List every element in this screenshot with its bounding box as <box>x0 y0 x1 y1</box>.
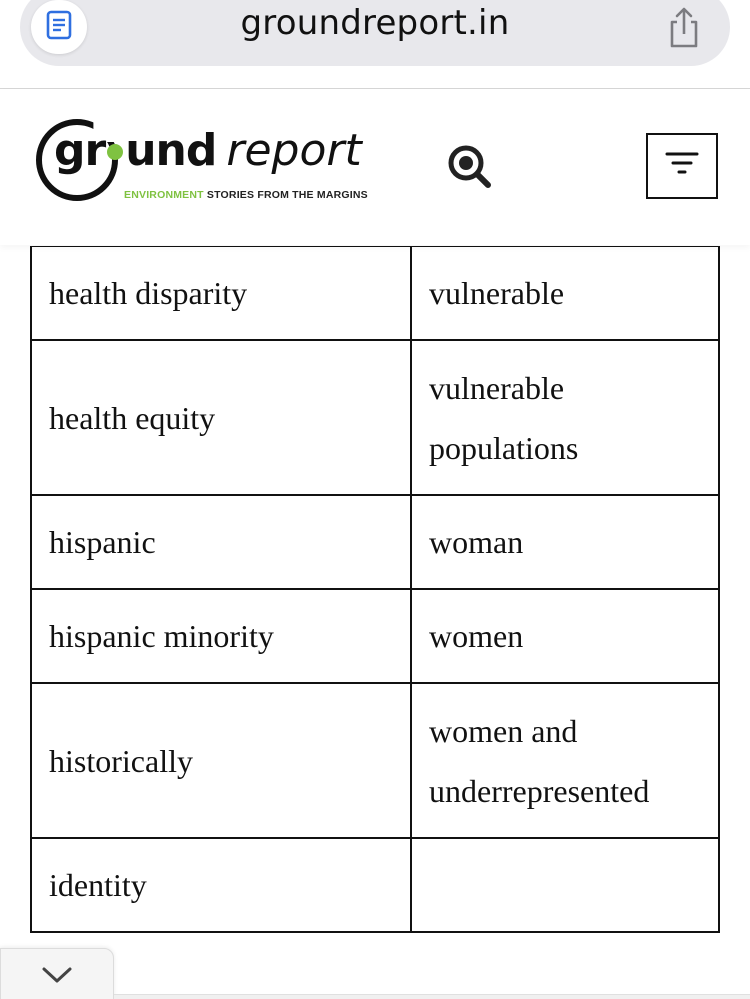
table-cell-left: hispanic <box>31 495 411 589</box>
table-cell-right: woman <box>411 495 719 589</box>
share-button[interactable] <box>664 6 704 50</box>
logo-tagline: ENVIRONMENT STORIES FROM THE MARGINS <box>124 189 368 201</box>
table-cell-left: historically <box>31 683 411 838</box>
table-cell-left: identity <box>31 838 411 932</box>
table-row <box>31 589 719 683</box>
search-icon <box>446 178 494 195</box>
table-cell-right: women and underrepresented <box>411 683 719 838</box>
table-cell-right <box>411 838 719 932</box>
chevron-down-icon <box>41 965 73 990</box>
page-url[interactable]: groundreport.in <box>240 3 510 43</box>
table-cell-left: health equity <box>31 340 411 495</box>
site-logo[interactable] <box>36 119 366 211</box>
table-cell-right: women <box>411 589 719 683</box>
keyword-table <box>30 246 720 933</box>
table-cell-right: vulnerable <box>411 247 719 341</box>
table-row <box>31 340 719 495</box>
filter-menu-icon <box>665 150 699 183</box>
site-header <box>0 89 750 245</box>
table-cell-left: health disparity <box>31 247 411 341</box>
table-row <box>31 838 719 932</box>
table-row <box>31 495 719 589</box>
collapse-toolbar-button[interactable] <box>0 948 114 999</box>
bottom-toolbar-edge <box>114 994 750 999</box>
menu-button[interactable] <box>646 133 718 199</box>
search-button[interactable] <box>446 143 494 191</box>
table-cell-left: hispanic minority <box>31 589 411 683</box>
logo-green-dot <box>107 144 123 160</box>
browser-url-bar <box>0 0 750 89</box>
share-icon <box>664 37 704 54</box>
logo-wordmark: gr und report <box>54 125 362 176</box>
table-cell-right: vulnerable populations <box>411 340 719 495</box>
table-row <box>31 683 719 838</box>
table-row <box>31 247 719 341</box>
